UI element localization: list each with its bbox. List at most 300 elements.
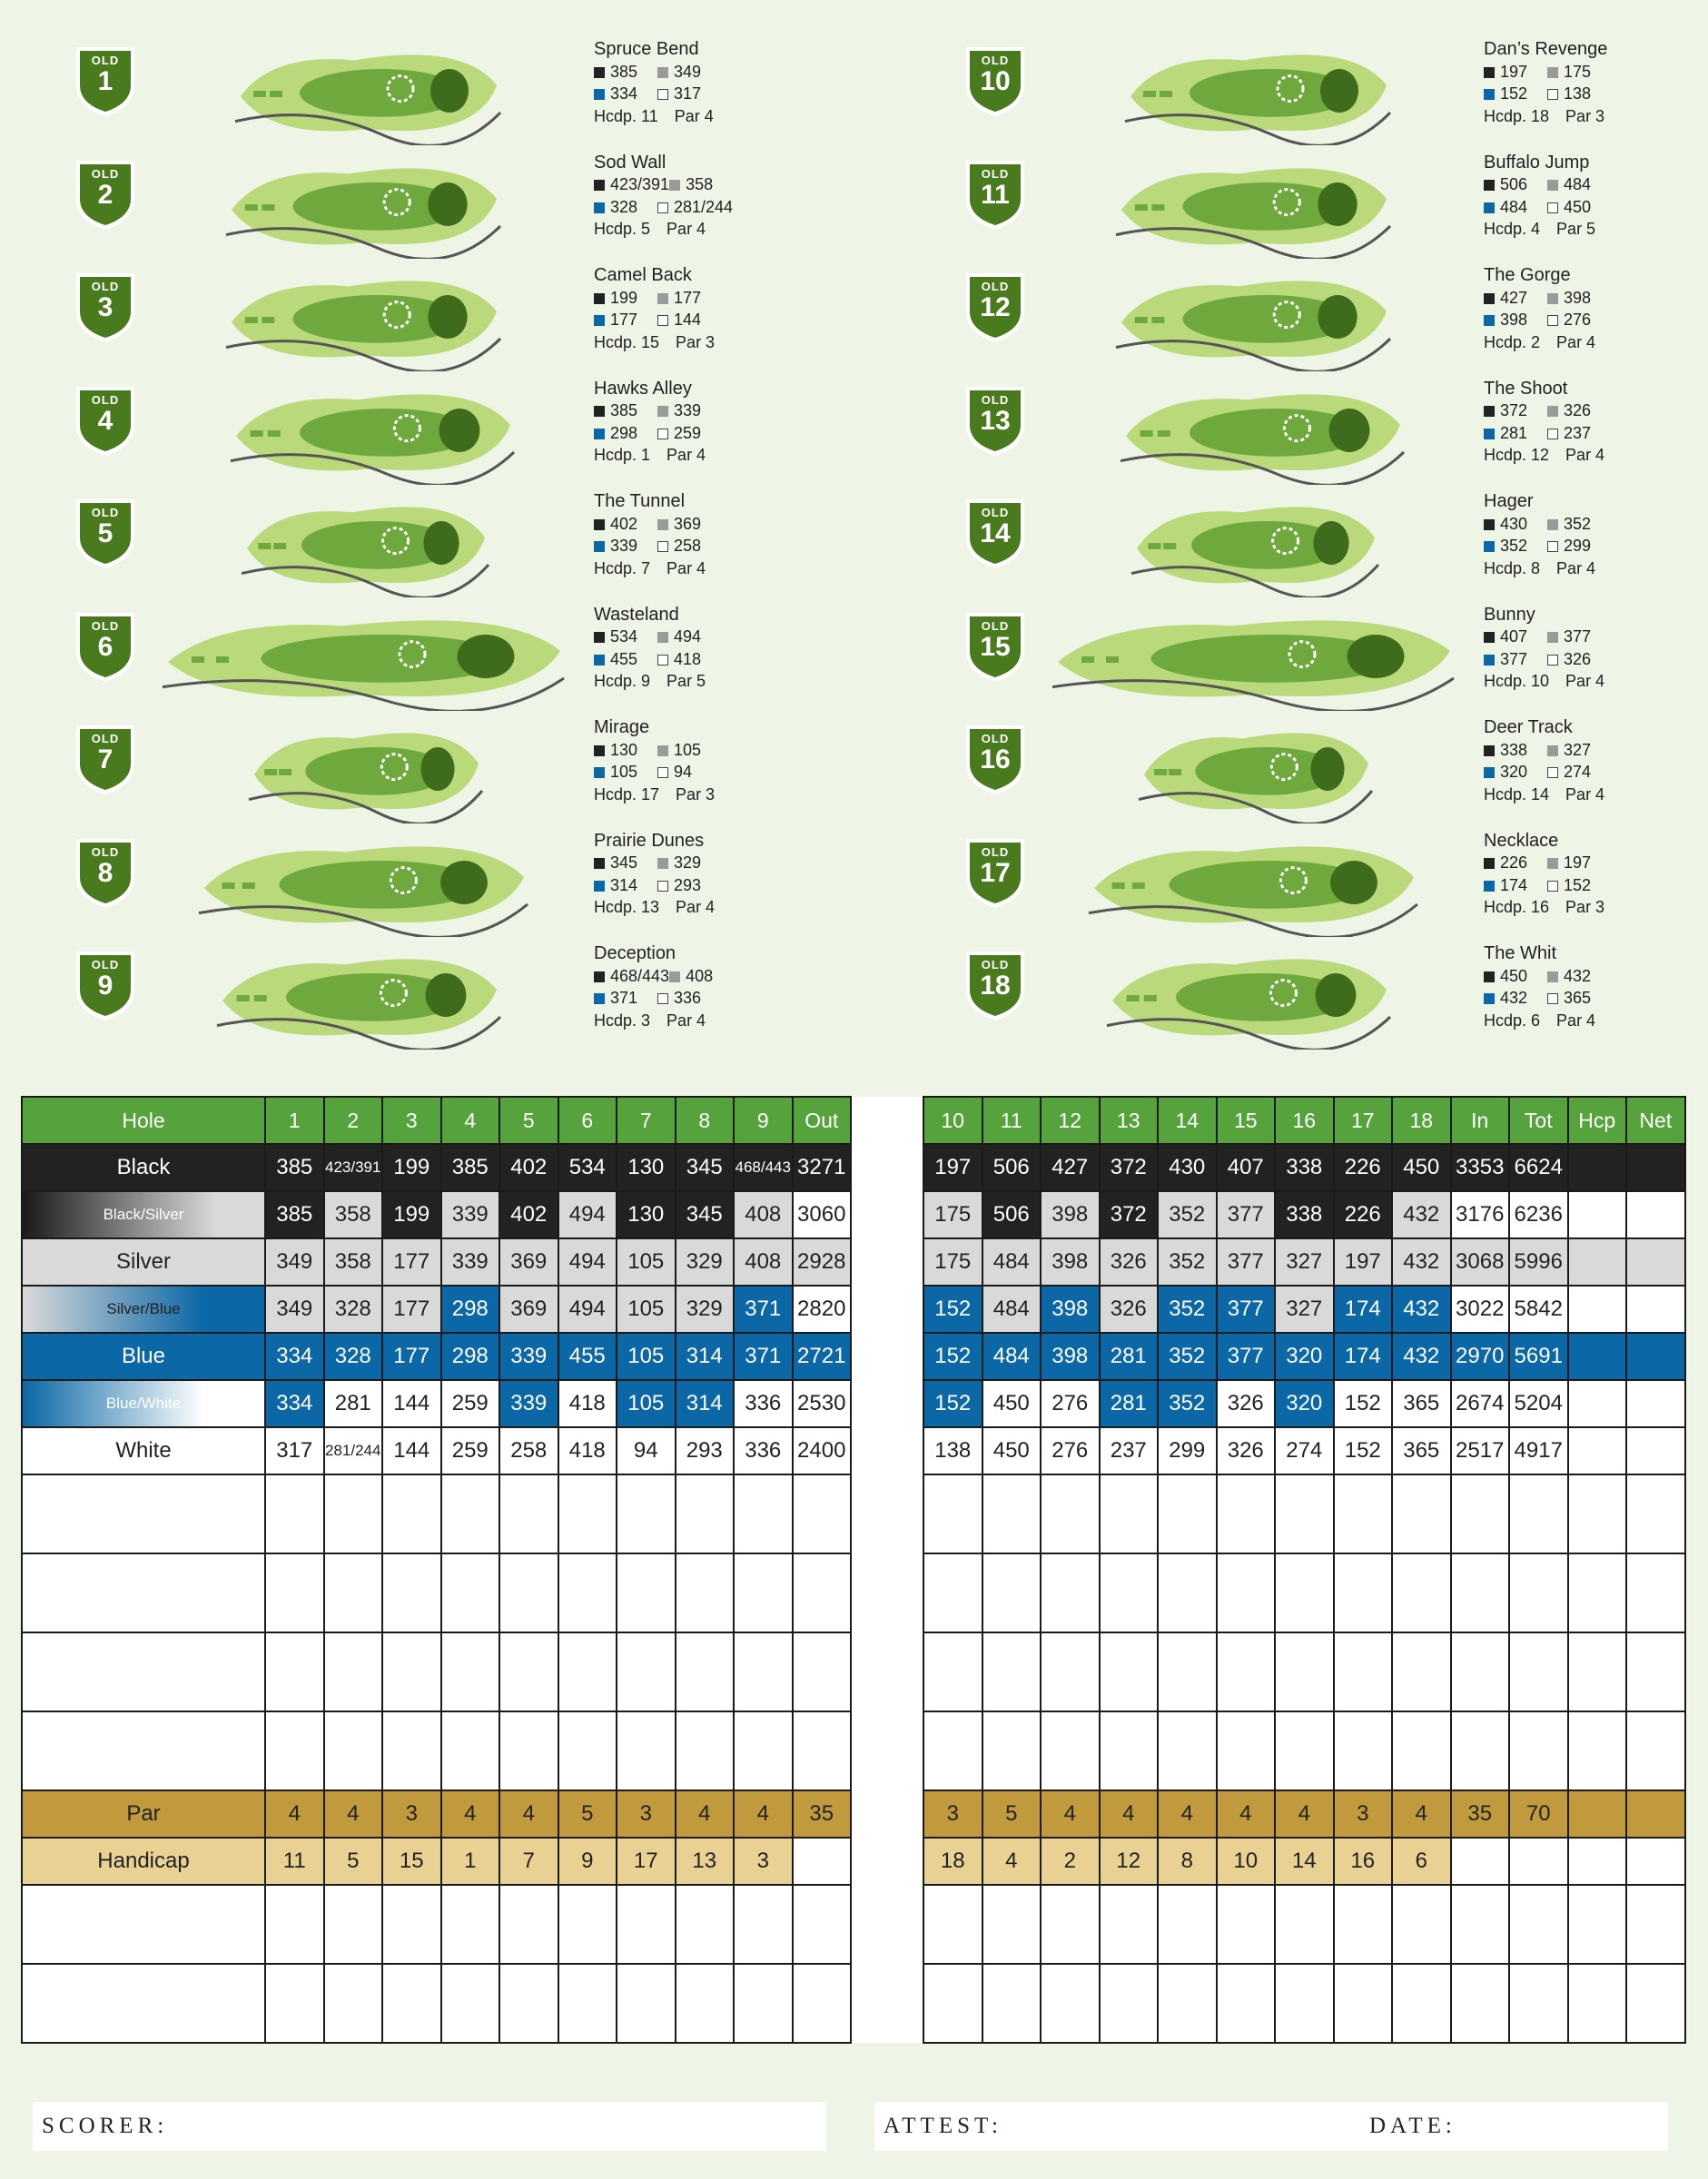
score-cell[interactable]: [441, 1474, 500, 1553]
hole-handicap: Hcdp. 12: [1484, 446, 1550, 464]
score-cell[interactable]: [1158, 1474, 1217, 1553]
silver-tee-swatch: [1547, 858, 1558, 869]
score-cell[interactable]: [1158, 1964, 1217, 2043]
score-cell[interactable]: [1275, 1964, 1334, 2043]
score-cell[interactable]: [1275, 1885, 1334, 1964]
handicap-cell: 9: [558, 1838, 617, 1885]
score-cell[interactable]: [1334, 1885, 1393, 1964]
score-cell[interactable]: [617, 1885, 676, 1964]
score-cell[interactable]: [558, 1474, 617, 1553]
hole-info: [1484, 490, 1595, 579]
yardage-cell: 105: [617, 1333, 676, 1380]
score-cell[interactable]: [1509, 1632, 1568, 1711]
badge-number: 15: [980, 631, 1011, 662]
score-cell[interactable]: [499, 1553, 558, 1632]
score-cell[interactable]: [1158, 1711, 1217, 1790]
score-cell[interactable]: [1451, 1553, 1510, 1632]
par-cell: 4: [1041, 1790, 1100, 1838]
tee-label: Blue: [22, 1333, 265, 1380]
blue-tee-swatch: [594, 541, 605, 552]
score-cell[interactable]: [1392, 1711, 1451, 1790]
score-cell[interactable]: [1626, 1474, 1685, 1553]
score-cell[interactable]: [441, 1553, 500, 1632]
yardage-cell: 339: [441, 1238, 500, 1286]
white-tee-swatch: [1547, 993, 1558, 1004]
score-cell[interactable]: [1509, 1885, 1568, 1964]
white-tee-swatch: [657, 202, 668, 213]
yardage-cell: 175: [923, 1191, 982, 1238]
out-total: 3060: [793, 1191, 852, 1238]
score-cell[interactable]: [982, 1553, 1042, 1632]
score-cell[interactable]: [1041, 1632, 1100, 1711]
yardage-cell: 177: [382, 1286, 441, 1333]
score-cell[interactable]: [1041, 1964, 1100, 2043]
white-yardage: 94: [674, 763, 693, 781]
scorecard-table: [21, 1096, 1686, 2044]
yardage-cell: 339: [441, 1191, 500, 1238]
net-cell[interactable]: [1626, 1144, 1685, 1191]
yardage-cell: 345: [676, 1191, 735, 1238]
handicap-cell: 3: [734, 1838, 793, 1885]
score-cell[interactable]: [22, 1632, 265, 1711]
blue-tee-swatch: [594, 881, 605, 892]
net-cell[interactable]: [1626, 1380, 1685, 1427]
score-cell[interactable]: [265, 1964, 324, 2043]
score-cell[interactable]: [1451, 1711, 1510, 1790]
par-cell: 4: [265, 1790, 324, 1838]
yardage-cell: 329: [676, 1238, 735, 1286]
score-cell[interactable]: [22, 1553, 265, 1632]
handicap-cell: 6: [1392, 1838, 1451, 1885]
score-cell[interactable]: [734, 1711, 793, 1790]
par-cell: 5: [558, 1790, 617, 1838]
badge-number: 7: [97, 744, 114, 774]
score-cell[interactable]: [22, 1885, 265, 1964]
score-cell[interactable]: [793, 1711, 852, 1790]
hole-par: Par 3: [676, 332, 716, 351]
score-cell[interactable]: [1334, 1964, 1393, 2043]
score-cell[interactable]: [1275, 1474, 1334, 1553]
hole-15: [890, 602, 1708, 715]
par-net: [1626, 1790, 1685, 1838]
score-cell[interactable]: [734, 1632, 793, 1711]
score-cell[interactable]: [324, 1711, 383, 1790]
score-cell[interactable]: [923, 1553, 982, 1632]
score-cell[interactable]: [1392, 1964, 1451, 2043]
score-cell[interactable]: [1626, 1553, 1685, 1632]
hole-badge: [963, 270, 1028, 344]
yardage-cell: 152: [923, 1286, 982, 1333]
header-hole-number: 10: [923, 1097, 982, 1144]
score-cell[interactable]: [1100, 1885, 1159, 1964]
score-cell[interactable]: [1451, 1964, 1510, 2043]
score-cell[interactable]: [1451, 1632, 1510, 1711]
yardage-cell: 407: [1217, 1144, 1276, 1191]
score-cell[interactable]: [1451, 1474, 1510, 1553]
score-cell[interactable]: [324, 1553, 383, 1632]
black-tee-swatch: [594, 293, 605, 304]
score-cell[interactable]: [676, 1632, 735, 1711]
black-yardage: 402: [610, 514, 638, 533]
header-hole-number: 13: [1100, 1097, 1159, 1144]
yardage-cell: 327: [1275, 1286, 1334, 1333]
score-cell[interactable]: [1041, 1474, 1100, 1553]
score-cell[interactable]: [1626, 1711, 1685, 1790]
grand-total: 5204: [1509, 1380, 1568, 1427]
score-cell[interactable]: [1392, 1885, 1451, 1964]
score-cell[interactable]: [676, 1711, 735, 1790]
player-letter: Y: [880, 1304, 894, 1327]
yardage-cell: 174: [1334, 1333, 1393, 1380]
black-yardage: 372: [1500, 401, 1528, 419]
score-cell[interactable]: [1100, 1711, 1159, 1790]
score-cell[interactable]: [1217, 1553, 1276, 1632]
score-cell[interactable]: [1509, 1964, 1568, 2043]
blue-yardage: 152: [1500, 84, 1528, 103]
score-cell[interactable]: [923, 1632, 982, 1711]
handicap-cell: 18: [923, 1838, 982, 1885]
score-cell[interactable]: [1100, 1964, 1159, 2043]
yardage-cell: 423/391: [324, 1144, 383, 1191]
score-cell[interactable]: [1568, 1885, 1627, 1964]
score-cell[interactable]: [1217, 1711, 1276, 1790]
score-cell[interactable]: [734, 1474, 793, 1553]
score-cell[interactable]: [982, 1474, 1042, 1553]
score-cell[interactable]: [1626, 1964, 1685, 2043]
black-tee-swatch: [1484, 632, 1495, 643]
yardage-cell: 377: [1217, 1191, 1276, 1238]
score-cell[interactable]: [1217, 1964, 1276, 2043]
silver-yardage: 177: [674, 288, 702, 307]
score-cell[interactable]: [1334, 1553, 1393, 1632]
hole-par: Par 4: [1565, 672, 1605, 690]
score-cell[interactable]: [499, 1632, 558, 1711]
score-cell[interactable]: [734, 1885, 793, 1964]
badge-number: 9: [97, 971, 114, 1001]
hole-info: [594, 152, 733, 241]
par-cell: 4: [734, 1790, 793, 1838]
score-cell[interactable]: [265, 1711, 324, 1790]
hole-2: [0, 150, 854, 263]
hole-handicap: Hcdp. 6: [1484, 1011, 1541, 1030]
hole-map: [238, 488, 492, 597]
score-cell[interactable]: [1217, 1885, 1276, 1964]
score-cell[interactable]: [1451, 1885, 1510, 1964]
score-cell[interactable]: [499, 1711, 558, 1790]
score-cell[interactable]: [324, 1474, 383, 1553]
hcp-cell[interactable]: [1568, 1191, 1627, 1238]
score-cell[interactable]: [265, 1885, 324, 1964]
yardage-cell: 328: [324, 1333, 383, 1380]
score-cell[interactable]: [793, 1474, 852, 1553]
score-cell[interactable]: [265, 1632, 324, 1711]
score-cell[interactable]: [1334, 1474, 1393, 1553]
white-yardage: 281/244: [674, 197, 734, 216]
score-cell[interactable]: [382, 1553, 441, 1632]
white-yardage: 293: [674, 875, 702, 894]
handicap-cell: 7: [499, 1838, 558, 1885]
net-cell[interactable]: [1626, 1286, 1685, 1333]
white-tee-swatch: [1547, 202, 1558, 213]
hcp-cell[interactable]: [1568, 1286, 1627, 1333]
score-cell[interactable]: [499, 1885, 558, 1964]
score-cell[interactable]: [676, 1964, 735, 2043]
score-cell[interactable]: [324, 1964, 383, 2043]
hcp-cell[interactable]: [1568, 1380, 1627, 1427]
hole-badge: [963, 948, 1028, 1022]
silver-tee-swatch: [1547, 745, 1558, 756]
score-cell[interactable]: [1509, 1553, 1568, 1632]
score-cell[interactable]: [265, 1553, 324, 1632]
score-cell[interactable]: [793, 1885, 852, 1964]
score-cell[interactable]: [734, 1553, 793, 1632]
score-cell[interactable]: [324, 1632, 383, 1711]
score-cell[interactable]: [382, 1474, 441, 1553]
score-cell[interactable]: [1334, 1632, 1393, 1711]
hole-map: [245, 715, 486, 823]
hole-info: [594, 378, 706, 467]
white-yardage: 276: [1564, 311, 1592, 329]
handicap-cell: 8: [1158, 1838, 1217, 1885]
score-cell[interactable]: [441, 1964, 500, 2043]
score-cell[interactable]: [382, 1885, 441, 1964]
par-cell: 5: [982, 1790, 1042, 1838]
hole-info: [1484, 264, 1595, 353]
score-cell[interactable]: [923, 1885, 982, 1964]
score-cell[interactable]: [558, 1553, 617, 1632]
score-cell[interactable]: [499, 1964, 558, 2043]
yardage-cell: 199: [382, 1191, 441, 1238]
handicap-cell: 10: [1217, 1838, 1276, 1885]
score-cell[interactable]: [1509, 1474, 1568, 1553]
score-cell[interactable]: [441, 1632, 500, 1711]
yardage-cell: 175: [923, 1238, 982, 1286]
score-cell[interactable]: [1509, 1711, 1568, 1790]
score-cell[interactable]: [558, 1711, 617, 1790]
hcp-cell[interactable]: [1568, 1144, 1627, 1191]
yardage-cell: 281: [1100, 1333, 1159, 1380]
score-cell[interactable]: [923, 1474, 982, 1553]
yardage-cell: 281/244: [324, 1427, 383, 1474]
score-cell[interactable]: [1568, 1553, 1627, 1632]
silver-yardage: 329: [674, 853, 702, 872]
badge-old: OLD: [91, 166, 120, 181]
score-cell[interactable]: [1275, 1553, 1334, 1632]
score-cell[interactable]: [1158, 1632, 1217, 1711]
yardage-cell: 334: [265, 1333, 324, 1380]
silver-yardage: 432: [1564, 966, 1592, 985]
score-cell[interactable]: [982, 1964, 1042, 2043]
hole-handicap: Hcdp. 4: [1484, 220, 1541, 238]
badge-old: OLD: [981, 54, 1010, 67]
score-cell[interactable]: [982, 1632, 1042, 1711]
black-yardage: 430: [1500, 514, 1528, 533]
score-cell[interactable]: [324, 1885, 383, 1964]
handicap-cell: 14: [1275, 1838, 1334, 1885]
header-in: In: [1451, 1097, 1510, 1144]
white-yardage: 299: [1564, 537, 1592, 555]
score-cell[interactable]: [1041, 1553, 1100, 1632]
score-cell[interactable]: [982, 1885, 1042, 1964]
hole-map: [1103, 941, 1394, 1050]
score-cell[interactable]: [22, 1964, 265, 2043]
handicap-blank: [1568, 1838, 1627, 1885]
score-cell[interactable]: [1568, 1632, 1627, 1711]
yardage-cell: 377: [1217, 1286, 1276, 1333]
hole-5: [0, 488, 854, 602]
score-cell[interactable]: [982, 1711, 1042, 1790]
badge-old: OLD: [981, 506, 1010, 519]
score-cell[interactable]: [1568, 1474, 1627, 1553]
yardage-cell: 345: [676, 1144, 735, 1191]
score-cell[interactable]: [676, 1553, 735, 1632]
scorer-field[interactable]: [33, 2102, 826, 2151]
handicap-cell: 17: [617, 1838, 676, 1885]
net-cell[interactable]: [1626, 1427, 1685, 1474]
score-cell[interactable]: [793, 1964, 852, 2043]
score-cell[interactable]: [1626, 1632, 1685, 1711]
blue-tee-swatch: [1484, 655, 1495, 666]
yardage-cell: 326: [1100, 1286, 1159, 1333]
score-cell[interactable]: [1568, 1964, 1627, 2043]
hole-badge: [73, 835, 138, 910]
blue-yardage: 371: [610, 989, 638, 1007]
hole-handicap: Hcdp. 15: [594, 332, 660, 351]
yardage-cell: 398: [1041, 1333, 1100, 1380]
score-cell[interactable]: [22, 1474, 265, 1553]
score-cell[interactable]: [1626, 1885, 1685, 1964]
yardage-cell: 372: [1100, 1191, 1159, 1238]
score-cell[interactable]: [558, 1964, 617, 2043]
score-cell[interactable]: [1100, 1474, 1159, 1553]
hole-4: [0, 376, 854, 489]
yardage-cell: 197: [923, 1144, 982, 1191]
yardage-cell: 281: [324, 1380, 383, 1427]
score-cell[interactable]: [1275, 1711, 1334, 1790]
hole-par: Par 4: [674, 106, 714, 125]
hole-3: [0, 262, 854, 376]
black-tee-swatch: [594, 180, 605, 191]
net-cell[interactable]: [1626, 1333, 1685, 1380]
score-cell[interactable]: [1100, 1632, 1159, 1711]
attest-date-field[interactable]: [874, 2102, 1668, 2151]
score-cell[interactable]: [923, 1964, 982, 2043]
hole-info: [594, 490, 706, 579]
badge-number: 2: [97, 179, 114, 210]
score-cell[interactable]: [793, 1632, 852, 1711]
hole-map: [227, 376, 518, 485]
yardage-cell: 506: [982, 1191, 1042, 1238]
score-cell[interactable]: [1392, 1474, 1451, 1553]
black-yardage: 199: [610, 288, 638, 307]
white-yardage: 258: [674, 537, 702, 555]
score-cell[interactable]: [793, 1553, 852, 1632]
score-cell[interactable]: [499, 1474, 558, 1553]
hole-handicap: Hcdp. 13: [594, 898, 660, 916]
score-cell[interactable]: [382, 1964, 441, 2043]
hole-handicap: Hcdp. 10: [1484, 672, 1550, 690]
yardage-cell: 385: [265, 1191, 324, 1238]
hcp-cell[interactable]: [1568, 1427, 1627, 1474]
score-cell[interactable]: [734, 1964, 793, 2043]
white-yardage: 317: [674, 84, 702, 103]
black-yardage: 506: [1500, 175, 1528, 193]
hole-par: Par 4: [1565, 446, 1605, 464]
hole-handicap: Hcdp. 17: [594, 784, 660, 804]
black-yardage: 407: [1500, 627, 1528, 646]
black-yardage: 197: [1500, 62, 1528, 81]
score-cell[interactable]: [1041, 1711, 1100, 1790]
white-tee-swatch: [657, 315, 668, 326]
in-total: 3068: [1451, 1238, 1510, 1286]
yardage-cell: 226: [1334, 1144, 1393, 1191]
hole-badge: [73, 496, 138, 570]
score-cell[interactable]: [1100, 1553, 1159, 1632]
score-cell[interactable]: [1334, 1711, 1393, 1790]
hole-info: [1484, 942, 1595, 1031]
header-hole-number: 3: [382, 1097, 441, 1144]
score-cell[interactable]: [923, 1711, 982, 1790]
score-cell[interactable]: [617, 1632, 676, 1711]
header-hole-number: 2: [324, 1097, 383, 1144]
score-cell[interactable]: [558, 1885, 617, 1964]
hole-map: [232, 36, 504, 145]
out-total: 2400: [793, 1427, 852, 1474]
score-cell[interactable]: [676, 1885, 735, 1964]
score-cell[interactable]: [1158, 1885, 1217, 1964]
score-cell[interactable]: [1041, 1885, 1100, 1964]
score-cell[interactable]: [22, 1711, 265, 1790]
score-cell[interactable]: [676, 1474, 735, 1553]
score-cell[interactable]: [1275, 1632, 1334, 1711]
score-cell[interactable]: [441, 1885, 500, 1964]
yardage-cell: 314: [676, 1333, 735, 1380]
yardage-cell: 174: [1334, 1286, 1393, 1333]
score-cell[interactable]: [1217, 1632, 1276, 1711]
score-cell[interactable]: [617, 1474, 676, 1553]
yardage-cell: 408: [734, 1191, 793, 1238]
white-yardage: 144: [674, 311, 702, 329]
score-cell[interactable]: [558, 1632, 617, 1711]
score-cell[interactable]: [382, 1632, 441, 1711]
hole-par: Par 4: [676, 898, 716, 916]
header-hole-number: 11: [982, 1097, 1042, 1144]
score-cell[interactable]: [265, 1474, 324, 1553]
score-cell[interactable]: [617, 1553, 676, 1632]
net-cell[interactable]: [1626, 1191, 1685, 1238]
hole-handicap: Hcdp. 8: [1484, 558, 1541, 577]
score-cell[interactable]: [1392, 1553, 1451, 1632]
score-cell[interactable]: [1158, 1553, 1217, 1632]
blue-yardage: 352: [1500, 537, 1528, 555]
blue-tee-swatch: [1484, 315, 1495, 326]
net-cell[interactable]: [1626, 1238, 1685, 1286]
score-cell[interactable]: [1568, 1711, 1627, 1790]
score-cell[interactable]: [617, 1964, 676, 2043]
hcp-cell[interactable]: [1568, 1333, 1627, 1380]
score-cell[interactable]: [617, 1711, 676, 1790]
hcp-cell[interactable]: [1568, 1238, 1627, 1286]
handicap-cell: 2: [1041, 1838, 1100, 1885]
hole-1: [0, 36, 854, 150]
blue-tee-swatch: [1484, 89, 1495, 100]
score-cell[interactable]: [1392, 1632, 1451, 1711]
score-cell[interactable]: [382, 1711, 441, 1790]
black-tee-swatch: [594, 67, 605, 78]
hole-map: [222, 150, 504, 259]
score-cell[interactable]: [441, 1711, 500, 1790]
score-cell[interactable]: [1217, 1474, 1276, 1553]
